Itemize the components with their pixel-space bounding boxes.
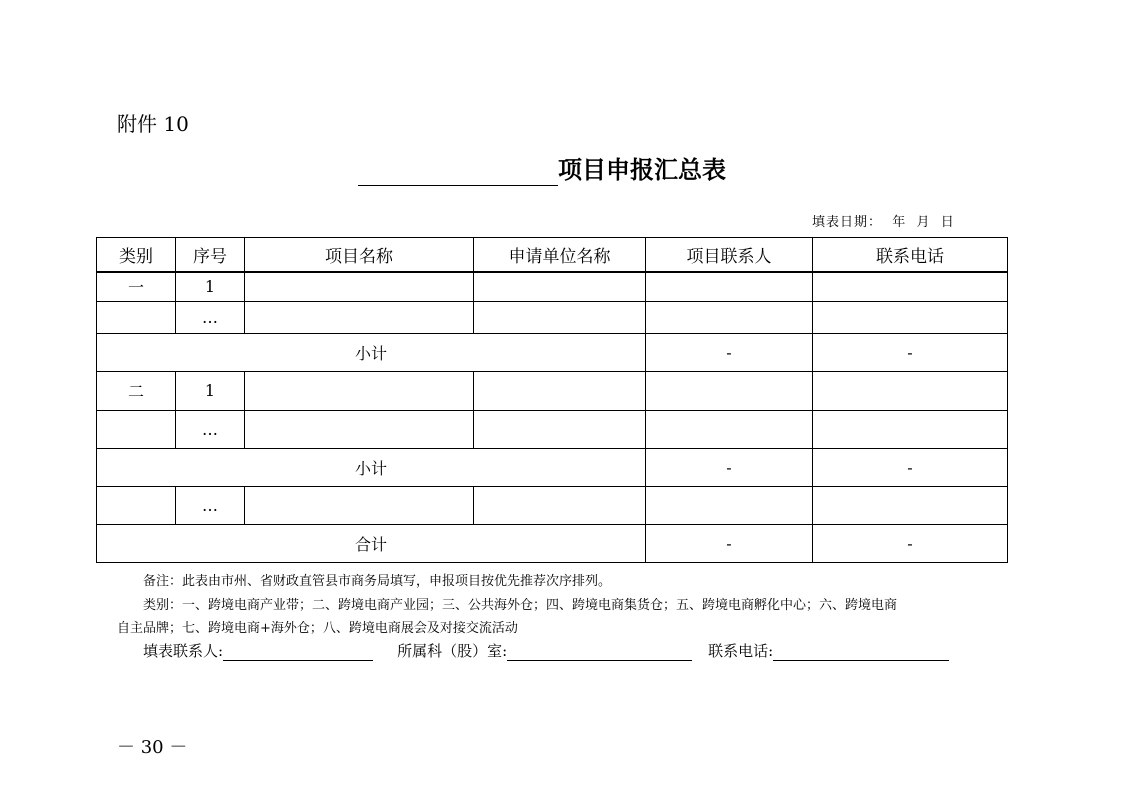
total-row — [97, 524, 1008, 562]
phone-cell[interactable] — [813, 410, 1008, 448]
category-cell: 二 — [97, 371, 176, 410]
table-row — [97, 410, 1008, 448]
project-name-cell[interactable] — [245, 272, 474, 301]
seq-cell: 1 — [176, 371, 245, 410]
office-label: 所属科（股）室: — [397, 642, 508, 660]
phone-cell[interactable] — [813, 371, 1008, 410]
subtotal-label: 小计 — [97, 448, 646, 486]
subtotal-row — [97, 448, 1008, 486]
header-contact-person: 项目联系人 — [646, 238, 813, 273]
contact-person-cell[interactable] — [646, 371, 813, 410]
remark-note: 备注：此表由市州、省财政直管县市商务局填写，申报项目按优先推荐次序排列。 — [143, 574, 612, 589]
applicant-cell[interactable] — [474, 272, 646, 301]
applicant-cell[interactable] — [474, 486, 646, 524]
form-title — [358, 146, 726, 186]
summary-table — [96, 237, 1008, 563]
applicant-cell[interactable] — [474, 410, 646, 448]
header-phone: 联系电话 — [813, 238, 1008, 273]
table-header-row — [97, 238, 1008, 273]
subtotal-contact: - — [646, 448, 813, 486]
table-row — [97, 301, 1008, 333]
seq-cell: … — [176, 410, 245, 448]
table-row — [97, 486, 1008, 524]
applicant-cell[interactable] — [474, 301, 646, 333]
category-cell — [97, 486, 176, 524]
phone-blank[interactable] — [773, 644, 949, 661]
subtotal-phone: - — [813, 448, 1008, 486]
header-seq: 序号 — [176, 238, 245, 273]
attachment-label: 附件 10 — [117, 112, 189, 136]
category-note-line-2: 自主品牌；七、跨境电商+海外仓；八、跨境电商展会及对接交流活动 — [117, 621, 518, 636]
office-blank[interactable] — [507, 644, 692, 661]
contact-person-cell[interactable] — [646, 486, 813, 524]
contact-person-cell[interactable] — [646, 272, 813, 301]
total-phone: - — [813, 524, 1008, 562]
seq-cell: … — [176, 486, 245, 524]
contact-person-cell[interactable] — [646, 301, 813, 333]
header-category: 类别 — [97, 238, 176, 273]
project-name-cell[interactable] — [245, 371, 474, 410]
title-blank-line — [358, 153, 558, 186]
total-contact: - — [646, 524, 813, 562]
page-number: － 30 － — [117, 737, 188, 758]
category-cell — [97, 410, 176, 448]
contact-person-cell[interactable] — [646, 410, 813, 448]
project-name-cell[interactable] — [245, 301, 474, 333]
table-row — [97, 371, 1008, 410]
filler-blank[interactable] — [223, 644, 373, 661]
fill-date: 填表日期： 年 月 日 — [812, 215, 955, 230]
applicant-cell[interactable] — [474, 371, 646, 410]
project-name-cell[interactable] — [245, 486, 474, 524]
filler-label: 填表联系人: — [143, 642, 224, 660]
phone-cell[interactable] — [813, 272, 1008, 301]
subtotal-contact: - — [646, 333, 813, 371]
subtotal-row — [97, 333, 1008, 371]
seq-cell: … — [176, 301, 245, 333]
phone-cell[interactable] — [813, 486, 1008, 524]
subtotal-phone: - — [813, 333, 1008, 371]
category-cell: 一 — [97, 272, 176, 301]
phone-label: 联系电话: — [708, 642, 774, 660]
category-cell — [97, 301, 176, 333]
phone-cell[interactable] — [813, 301, 1008, 333]
category-note-line-1: 类别：一、跨境电商产业带；二、跨境电商产业园；三、公共海外仓；四、跨境电商集货仓；五、跨境电商孵化中心；六、跨境电商 — [143, 598, 898, 613]
subtotal-label: 小计 — [97, 333, 646, 371]
header-applicant: 申请单位名称 — [474, 238, 646, 273]
project-name-cell[interactable] — [245, 410, 474, 448]
total-label: 合计 — [97, 524, 646, 562]
header-project-name: 项目名称 — [245, 238, 474, 273]
contact-line — [143, 640, 949, 661]
seq-cell: 1 — [176, 272, 245, 301]
title-text: 项目申报汇总表 — [558, 156, 726, 184]
table-row — [97, 272, 1008, 301]
